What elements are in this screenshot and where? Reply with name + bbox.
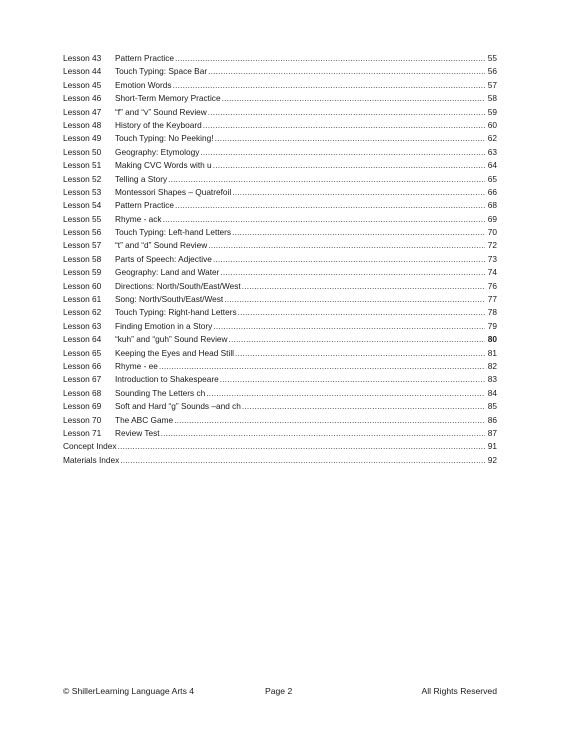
index-entry	[63, 440, 497, 453]
dot-leader	[203, 119, 485, 132]
lesson-number: Lesson 66	[63, 360, 102, 371]
lesson-number: Lesson 68	[63, 387, 102, 398]
dot-leader	[175, 199, 485, 212]
dot-leader	[229, 333, 485, 346]
lesson-title: Pattern Practice	[115, 200, 175, 211]
dot-leader	[163, 213, 485, 226]
toc-entry	[63, 387, 497, 400]
toc-entry	[63, 320, 497, 333]
toc-entry	[63, 373, 497, 386]
dot-leader	[220, 373, 485, 386]
page-number: 66	[487, 186, 497, 197]
page-number: 92	[487, 454, 497, 465]
toc-entry	[63, 119, 497, 132]
page-number: 74	[487, 267, 497, 278]
toc-entry	[63, 347, 497, 360]
dot-leader	[238, 306, 485, 319]
toc-entry	[63, 173, 497, 186]
page-number: 83	[487, 374, 497, 385]
lesson-title: Touch Typing: Left-hand Letters	[115, 227, 232, 238]
lesson-number: Lesson 46	[63, 93, 102, 104]
dot-leader	[224, 293, 485, 306]
index-entry	[63, 454, 497, 467]
lesson-title: Pattern Practice	[115, 53, 175, 63]
toc-entry	[63, 132, 497, 145]
lesson-title: Montessori Shapes – Quatrefoil	[115, 186, 232, 197]
lesson-number: Lesson 43	[63, 53, 102, 63]
toc-entry	[63, 52, 497, 65]
page-number: 73	[487, 253, 497, 264]
lesson-title: Making CVC Words with u	[115, 160, 212, 171]
toc-entry	[63, 293, 497, 306]
lesson-title: Directions: North/South/East/West	[115, 280, 241, 291]
toc-entry	[63, 213, 497, 226]
lesson-title: Geography: Land and Water	[115, 267, 220, 278]
lesson-number: Lesson 70	[63, 414, 102, 425]
lesson-number: Lesson 60	[63, 280, 102, 291]
lesson-number: Lesson 59	[63, 267, 102, 278]
lesson-number: Lesson 62	[63, 307, 102, 318]
toc-entry	[63, 239, 497, 252]
dot-leader	[232, 226, 485, 239]
lesson-number: Lesson 44	[63, 66, 102, 77]
page-number: 65	[487, 173, 497, 184]
page-number: 91	[487, 441, 497, 452]
lesson-number: Lesson 58	[63, 253, 102, 264]
lesson-number: Lesson 53	[63, 186, 102, 197]
lesson-number: Lesson 47	[63, 106, 102, 117]
dot-leader	[213, 320, 485, 333]
page-number: 79	[487, 320, 497, 331]
page-number: 57	[487, 79, 497, 90]
lesson-title: Geography: Etymology	[115, 146, 200, 157]
page-number: 56	[487, 66, 497, 77]
dot-leader	[173, 79, 485, 92]
lesson-title: Song: North/South/East/West	[115, 294, 224, 305]
page-number: 82	[487, 360, 497, 371]
lesson-title: Introduction to Shakespeare	[115, 374, 219, 385]
lesson-title: Sounding The Letters ch	[115, 387, 206, 398]
index-title: Materials Index	[63, 454, 120, 465]
page-number: 78	[487, 307, 497, 318]
page-number: 69	[487, 213, 497, 224]
page-number: 85	[487, 401, 497, 412]
toc-entry	[63, 427, 497, 440]
lesson-number: Lesson 67	[63, 374, 102, 385]
dot-leader	[200, 146, 485, 159]
toc-entry	[63, 199, 497, 212]
lesson-number: Lesson 71	[63, 427, 102, 438]
page-number: 70	[487, 227, 497, 238]
dot-leader	[222, 92, 485, 105]
lesson-number: Lesson 45	[63, 79, 102, 90]
lesson-number: Lesson 56	[63, 227, 102, 238]
index-title: Concept Index	[63, 441, 117, 452]
toc-entry	[63, 92, 497, 105]
lesson-title: Parts of Speech: Adjective	[115, 253, 212, 264]
page-number: 84	[487, 387, 497, 398]
lesson-title: Keeping the Eyes and Head Still	[115, 347, 235, 358]
dot-leader	[220, 266, 485, 279]
lesson-title: “f” and “v” Sound Review	[115, 106, 207, 117]
dot-leader	[213, 253, 485, 266]
toc-entry	[63, 280, 497, 293]
index-list	[63, 440, 497, 467]
lesson-title: Finding Emotion in a Story	[115, 320, 213, 331]
page-number: 87	[487, 427, 497, 438]
dot-leader	[118, 440, 485, 453]
page-number: 59	[487, 106, 497, 117]
page-number: 68	[487, 200, 497, 211]
dot-leader	[159, 360, 485, 373]
footer-page-number: Page 2	[265, 686, 293, 696]
dot-leader	[161, 427, 485, 440]
lesson-number: Lesson 65	[63, 347, 102, 358]
page-number: 64	[487, 160, 497, 171]
lesson-number: Lesson 61	[63, 294, 102, 305]
page-number: 77	[487, 294, 497, 305]
toc-entry	[63, 106, 497, 119]
lesson-number: Lesson 69	[63, 401, 102, 412]
toc-entry	[63, 79, 497, 92]
page-number: 81	[487, 347, 497, 358]
toc-entry	[63, 333, 497, 346]
dot-leader	[232, 186, 485, 199]
toc-entry	[63, 266, 497, 279]
dot-leader	[213, 159, 485, 172]
dot-leader	[242, 400, 485, 413]
dot-leader	[206, 387, 485, 400]
lesson-title: Touch Typing: No Peeking!	[115, 133, 214, 144]
footer-copyright: © ShillerLearning Language Arts 4	[63, 686, 195, 696]
lesson-title: Short-Term Memory Practice	[115, 93, 221, 104]
page-number: 86	[487, 414, 497, 425]
lesson-title: “kuh” and “guh” Sound Review	[115, 334, 228, 345]
toc-entry	[63, 186, 497, 199]
page-number: 58	[487, 93, 497, 104]
lesson-title: History of the Keyboard	[115, 119, 202, 130]
lesson-number: Lesson 63	[63, 320, 102, 331]
lesson-list	[63, 52, 497, 440]
page-number: 80	[487, 334, 497, 345]
lesson-title: “t” and “d” Sound Review	[115, 240, 208, 251]
page-number: 60	[487, 119, 497, 130]
dot-leader	[174, 414, 485, 427]
lesson-title: Telling a Story	[115, 173, 168, 184]
lesson-title: Emotion Words	[115, 79, 172, 90]
page-number: 63	[487, 146, 497, 157]
toc-entry	[63, 400, 497, 413]
lesson-title: Rhyme - ack	[115, 213, 162, 224]
lesson-number: Lesson 57	[63, 240, 102, 251]
toc-entry	[63, 65, 497, 78]
dot-leader	[242, 280, 485, 293]
lesson-number: Lesson 51	[63, 160, 102, 171]
toc-entry	[63, 253, 497, 266]
lesson-number: Lesson 48	[63, 119, 102, 130]
lesson-title: Review Test	[115, 427, 160, 438]
page-number: 76	[487, 280, 497, 291]
toc-entry	[63, 159, 497, 172]
dot-leader	[208, 65, 485, 78]
lesson-number: Lesson 50	[63, 146, 102, 157]
lesson-title: Rhyme - ee	[115, 360, 158, 371]
toc-entry	[63, 360, 497, 373]
lesson-title: Touch Typing: Right-hand Letters	[115, 307, 237, 318]
lesson-title: Soft and Hard “g” Sounds –and ch	[115, 401, 241, 412]
table-of-contents	[63, 52, 497, 467]
dot-leader	[215, 132, 485, 145]
lesson-number: Lesson 55	[63, 213, 102, 224]
toc-entry	[63, 414, 497, 427]
dot-leader	[168, 173, 485, 186]
dot-leader	[120, 454, 485, 467]
lesson-number: Lesson 64	[63, 334, 102, 345]
footer-rights: All Rights Reserved	[421, 686, 497, 696]
lesson-number: Lesson 52	[63, 173, 102, 184]
page-number: 72	[487, 240, 497, 251]
dot-leader	[208, 106, 485, 119]
lesson-title: Touch Typing: Space Bar	[115, 66, 208, 77]
lesson-title: The ABC Game	[115, 414, 174, 425]
page-number: 55	[487, 53, 497, 63]
toc-entry	[63, 306, 497, 319]
lesson-number: Lesson 49	[63, 133, 102, 144]
lesson-number: Lesson 54	[63, 200, 102, 211]
toc-entry	[63, 146, 497, 159]
dot-leader	[208, 239, 485, 252]
page-number: 62	[487, 133, 497, 144]
toc-entry	[63, 226, 497, 239]
dot-leader	[175, 52, 485, 65]
dot-leader	[235, 347, 485, 360]
